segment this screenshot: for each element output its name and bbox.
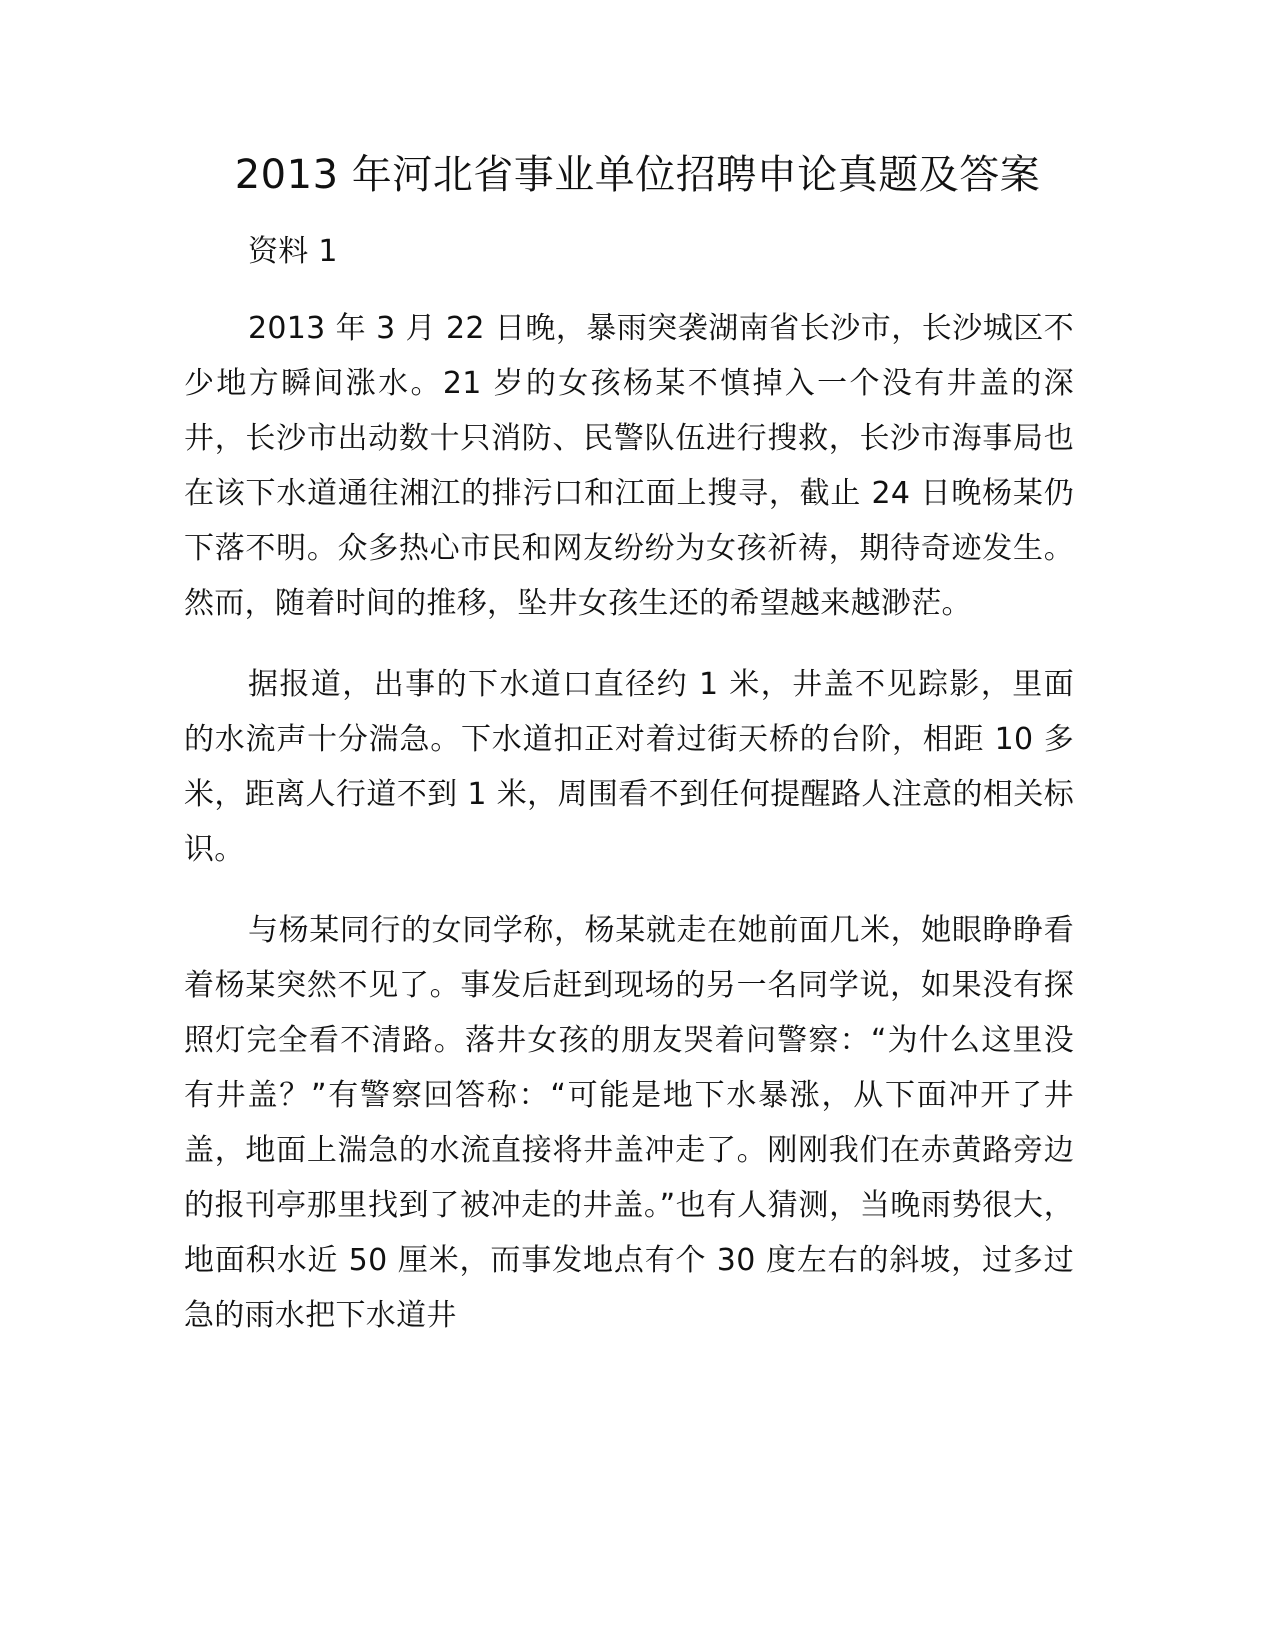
paragraph: 据报道，出事的下水道口直径约 1 米，井盖不见踪影，里面的水流声十分湍急。下水道扣正对着过街天桥的台阶，相距 10 多米，距离人行道不到 1 米，周围看不到任何提醒路人注意的相关标识。	[184, 667, 1074, 867]
paragraph: 与杨某同行的女同学称，杨某就走在她前面几米，她眼睁睁看着杨某突然不见了。事发后赶到现场的另一名同学说，如果没有探照灯完全看不清路。落井女孩的朋友哭着问警察：“为什么这里没有井盖？”有警察回答称：“可能是地下水暴涨，从下面冲开了井盖，地面上湍急的水流直接将井盖冲走了。刚刚我们在赤黄路旁边的报刊亭那里找到了被冲走的井盖。”也有人猜测，当晚雨势很大，地面积水近 50 厘米，而事发地点有个 30 度左右的斜坡，过多过急的雨水把下水道井	[184, 913, 1074, 1333]
section-label: 资料 1	[248, 234, 338, 269]
page-title: 2013 年河北省事业单位招聘申论真题及答案	[234, 152, 1041, 198]
paragraph: 2013 年 3 月 22 日晚，暴雨突袭湖南省长沙市，长沙城区不少地方瞬间涨水。21 岁的女孩杨某不慎掉入一个没有井盖的深井，长沙市出动数十只消防、民警队伍进行搜救，长沙市海事局也在该下水道通往湘江的排污口和江面上搜寻，截止 24 日晚杨某仍下落不明。众多热心市民和网友纷纷为女孩祈祷，期待奇迹发生。然而，随着时间的推移，坠井女孩生还的希望越来越渺茫。	[184, 311, 1074, 621]
document-body	[184, 224, 1074, 1369]
